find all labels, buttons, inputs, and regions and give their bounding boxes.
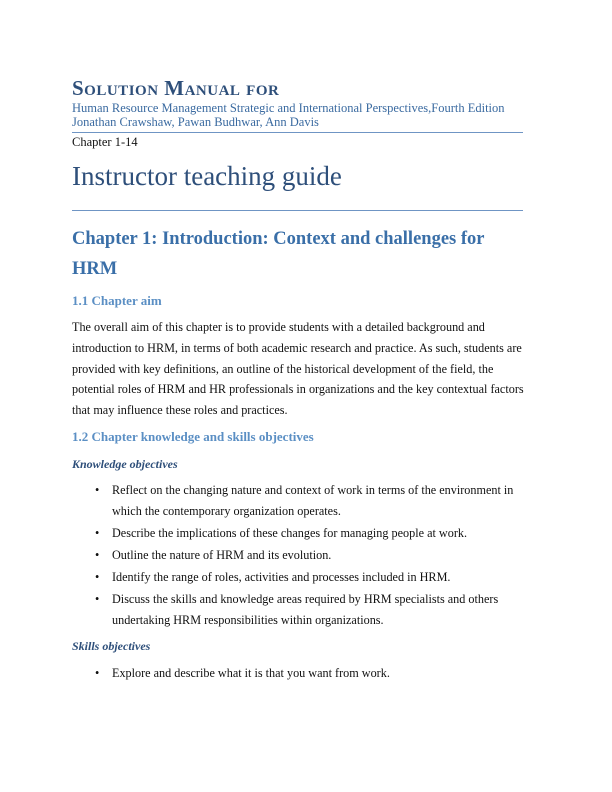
header-divider: [72, 132, 523, 133]
title-divider: [72, 210, 523, 211]
bullet-icon: •: [95, 483, 100, 497]
chapter-range: Chapter 1-14: [72, 135, 138, 149]
knowledge-objective-item: • Discuss the skills and knowledge areas required by HRM specialists and others undertaking HRM responsibilities within organizations.: [95, 589, 515, 631]
bullet-icon: •: [95, 592, 100, 606]
book-title: Human Resource Management Strategic and International Perspectives,Fourth Edition: [72, 101, 505, 115]
section-heading-chapter-aim: 1.1 Chapter aim: [72, 293, 162, 308]
bullet-icon: •: [95, 526, 100, 540]
knowledge-objective-item: • Identify the range of roles, activities and processes included in HRM.: [95, 567, 515, 588]
skills-objectives-heading: Skills objectives: [72, 639, 151, 653]
page-title: Instructor teaching guide: [72, 161, 342, 191]
skills-objective-item: • Explore and describe what it is that you want from work.: [95, 663, 515, 684]
chapter-heading: Chapter 1: Introduction: Context and challenges for HRM: [72, 229, 485, 279]
bullet-icon: •: [95, 548, 100, 562]
knowledge-objective-item: • Reflect on the changing nature and context of work in terms of the environment in which the contemporary organization operates.: [95, 480, 515, 522]
section-heading-objectives: 1.2 Chapter knowledge and skills objectives: [72, 429, 314, 444]
bullet-icon: •: [95, 570, 100, 584]
chapter-aim-paragraph: The overall aim of this chapter is to provide students with a detailed background and introduction to HRM, in terms of both academic research and practice. As such, students are provided with key definitions, an outline of the historical development of the field, the potential roles of HRM and HR professionals in organizations and the key contextual factors that may influence these roles and practices.: [72, 320, 524, 418]
solution-manual-title: Solution Manual for: [72, 76, 280, 100]
knowledge-objectives-heading: Knowledge objectives: [72, 457, 178, 471]
book-authors: Jonathan Crawshaw, Pawan Budhwar, Ann Davis: [72, 115, 319, 129]
bullet-icon: •: [95, 666, 100, 680]
knowledge-objective-item: • Describe the implications of these changes for managing people at work.: [95, 523, 515, 544]
knowledge-objective-item: • Outline the nature of HRM and its evolution.: [95, 545, 515, 566]
